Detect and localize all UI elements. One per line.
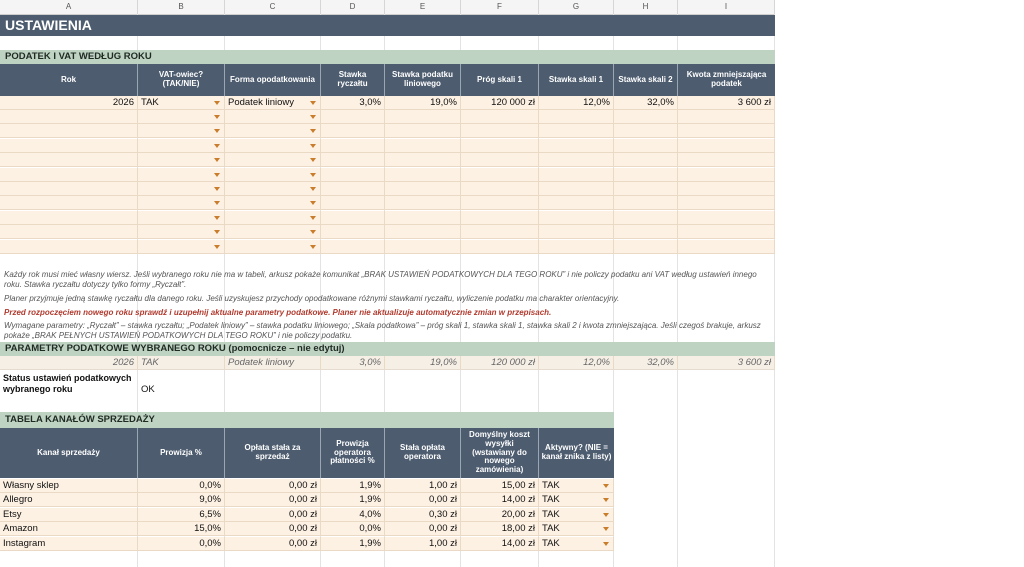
channel-operator-fee[interactable]: 0,30 zł: [385, 508, 461, 522]
column-header-c[interactable]: C: [225, 0, 321, 14]
channel-row: [0, 522, 614, 536]
param-form: Podatek liniowy: [225, 356, 321, 370]
column-header-a[interactable]: A: [0, 0, 138, 14]
tax-empty-cell[interactable]: [0, 211, 138, 225]
channel-name[interactable]: Własny sklep: [0, 479, 138, 493]
channel-shipping[interactable]: 18,00 zł: [461, 522, 539, 536]
tax-empty-cell[interactable]: [461, 124, 539, 138]
channel-commission[interactable]: 0,0%: [138, 479, 225, 493]
tax-empty-cell[interactable]: [321, 211, 385, 225]
channel-payment-commission[interactable]: 4,0%: [321, 508, 385, 522]
dropdown-arrow-icon[interactable]: [310, 230, 316, 234]
dropdown-arrow-icon[interactable]: [214, 245, 220, 249]
tax-empty-cell[interactable]: [138, 124, 225, 138]
dropdown-arrow-icon[interactable]: [310, 101, 316, 105]
tax-empty-cell[interactable]: [539, 124, 614, 138]
tax-empty-cell[interactable]: [461, 196, 539, 210]
dropdown-arrow-icon[interactable]: [214, 129, 220, 133]
channel-payment-commission[interactable]: 1,9%: [321, 493, 385, 507]
tax-table-empty-row: [0, 225, 775, 239]
tax-empty-cell[interactable]: [225, 211, 321, 225]
dropdown-arrow-icon[interactable]: [603, 513, 609, 517]
tax-empty-cell[interactable]: [539, 110, 614, 124]
channel-fixed-fee[interactable]: 0,00 zł: [225, 493, 321, 507]
tax-table-empty-row: [0, 211, 775, 225]
tax-scale-rate-1-cell[interactable]: 12,0%: [539, 96, 614, 110]
tax-empty-cell[interactable]: [385, 153, 461, 167]
tax-empty-cell[interactable]: [0, 182, 138, 196]
dropdown-arrow-icon[interactable]: [310, 129, 316, 133]
channel-header-active: Aktywny? (NIE = kanał znika z listy): [541, 443, 612, 461]
tax-empty-cell[interactable]: [0, 168, 138, 182]
tax-table-empty-row: [0, 196, 775, 210]
tax-table-empty-row: [0, 110, 775, 124]
tax-empty-cell[interactable]: [385, 211, 461, 225]
channel-commission[interactable]: 15,0%: [138, 522, 225, 536]
tax-empty-cell[interactable]: [678, 240, 775, 254]
tax-header-year: Rok: [0, 64, 138, 96]
channel-header-fixed-fee: Opłata stała za sprzedaż: [225, 428, 321, 478]
tax-empty-cell[interactable]: [539, 168, 614, 182]
tax-table-empty-row: [0, 153, 775, 167]
tax-empty-cell[interactable]: [225, 225, 321, 239]
tax-empty-cell[interactable]: [138, 139, 225, 153]
tax-empty-cell[interactable]: [614, 168, 678, 182]
tax-empty-cell[interactable]: [678, 196, 775, 210]
column-header-b[interactable]: B: [138, 0, 225, 14]
tax-table-empty-row: [0, 182, 775, 196]
dropdown-arrow-icon[interactable]: [214, 187, 220, 191]
channel-commission[interactable]: 9,0%: [138, 493, 225, 507]
tax-empty-cell[interactable]: [0, 110, 138, 124]
tax-empty-cell[interactable]: [461, 211, 539, 225]
tax-empty-cell[interactable]: [385, 196, 461, 210]
channel-commission[interactable]: 0,0%: [138, 537, 225, 551]
tax-empty-cell[interactable]: [678, 225, 775, 239]
sheet-title: USTAWIENIA: [0, 15, 775, 36]
tax-empty-cell[interactable]: [138, 240, 225, 254]
params-section-title: PARAMETRY PODATKOWE WYBRANEGO ROKU (pomocnicze – nie edytuj): [0, 342, 775, 356]
tax-empty-cell[interactable]: [539, 211, 614, 225]
status-value: OK: [141, 384, 155, 395]
channel-header-name: Kanał sprzedaży: [0, 428, 138, 478]
tax-empty-cell[interactable]: [614, 139, 678, 153]
dropdown-arrow-icon[interactable]: [310, 115, 316, 119]
dropdown-arrow-icon[interactable]: [310, 216, 316, 220]
tax-empty-cell[interactable]: [461, 110, 539, 124]
channel-commission[interactable]: 6,5%: [138, 508, 225, 522]
tax-vat-select[interactable]: TAK: [138, 96, 225, 110]
tax-empty-cell[interactable]: [0, 240, 138, 254]
channel-active-select[interactable]: TAK: [539, 537, 614, 551]
tax-empty-cell[interactable]: [385, 124, 461, 138]
tax-empty-cell[interactable]: [461, 225, 539, 239]
channel-shipping[interactable]: 15,00 zł: [461, 479, 539, 493]
dropdown-arrow-icon[interactable]: [310, 144, 316, 148]
status-label: Status ustawień podatkowych wybranego roku: [3, 373, 132, 394]
channels-section-title: TABELA KANAŁÓW SPRZEDAŻY: [0, 412, 614, 428]
tax-header-scale-rate-1: Stawka skali 1: [539, 64, 614, 96]
dropdown-arrow-icon[interactable]: [214, 144, 220, 148]
tax-year-cell[interactable]: 2026: [0, 96, 138, 110]
tax-empty-cell[interactable]: [321, 139, 385, 153]
dropdown-arrow-icon[interactable]: [214, 216, 220, 220]
dropdown-arrow-icon[interactable]: [310, 245, 316, 249]
tax-empty-cell[interactable]: [321, 182, 385, 196]
tax-empty-cell[interactable]: [385, 182, 461, 196]
note-year-rows: Każdy rok musi mieć własny wiersz. Jeśli wybranego roku nie ma w tabeli, arkusz pokaże komunikat „BRAK USTAWIEŃ PODATKOWYCH DLA TEGO ROKU” i nie policzy podatku ani VAT według ustawień innego roku. Stawka ryczałtu dotyczy tylko formy „Ryczałt”.: [4, 270, 757, 289]
tax-empty-cell[interactable]: [678, 182, 775, 196]
tax-empty-cell[interactable]: [614, 225, 678, 239]
channel-shipping[interactable]: 20,00 zł: [461, 508, 539, 522]
dropdown-arrow-icon[interactable]: [603, 527, 609, 531]
tax-header-flat-rate: Stawka ryczałtu: [321, 64, 385, 96]
channel-row: [0, 493, 614, 507]
channel-active-select[interactable]: TAK: [539, 479, 614, 493]
column-header-f[interactable]: F: [461, 0, 539, 14]
tax-table-empty-row: [0, 240, 775, 254]
dropdown-arrow-icon[interactable]: [310, 201, 316, 205]
tax-header-linear-rate: Stawka podatku liniowego: [385, 64, 461, 96]
tax-empty-cell[interactable]: [0, 124, 138, 138]
tax-header-vat: VAT-owiec? (TAK/NIE): [138, 64, 225, 96]
tax-empty-cell[interactable]: [321, 110, 385, 124]
tax-empty-cell[interactable]: [385, 110, 461, 124]
tax-empty-cell[interactable]: [225, 196, 321, 210]
tax-empty-cell[interactable]: [0, 153, 138, 167]
warning-new-year: Przed rozpoczęciem nowego roku sprawdź i uzupełnij aktualne parametry podatkowe. Planer nie aktualizuje automatycznie zmian w przepisach.: [4, 308, 552, 317]
channels-table-header: [0, 428, 614, 478]
channel-active-select[interactable]: TAK: [539, 493, 614, 507]
note-flat-rate: Planer przyjmuje jedną stawkę ryczałtu dla danego roku. Jeśli uzyskujesz przychody opodatkowane różnymi stawkami ryczałtu, wyliczenie podatku ma charakter orientacyjny.: [4, 294, 620, 303]
channel-operator-fee[interactable]: 1,00 zł: [385, 537, 461, 551]
column-header-d[interactable]: D: [321, 0, 385, 14]
tax-empty-cell[interactable]: [461, 153, 539, 167]
tax-empty-cell[interactable]: [614, 153, 678, 167]
tax-empty-cell[interactable]: [385, 240, 461, 254]
tax-empty-cell[interactable]: [225, 153, 321, 167]
tax-header-form: Forma opodatkowania: [225, 64, 321, 96]
channel-payment-commission[interactable]: 1,9%: [321, 479, 385, 493]
note-required-params: Wymagane parametry: „Ryczałt” – stawka ryczałtu; „Podatek liniowy” – stawka podatku liniowego; „Skala podatkowa” – próg skali 1, stawka skali 1, stawka skali 2 i kwota zmniejszająca. Jeśli czegoś brakuje, arkusz pokaże „BRAK PEŁNYCH USTAWIEŃ PODATKOWYCH DLA TEGO ROKU” i nie policzy podatku.: [4, 321, 761, 340]
dropdown-arrow-icon[interactable]: [603, 498, 609, 502]
tax-empty-cell[interactable]: [225, 124, 321, 138]
tax-header-scale-rate-2: Stawka skali 2: [614, 64, 678, 96]
dropdown-arrow-icon[interactable]: [310, 158, 316, 162]
channel-name[interactable]: Allegro: [0, 493, 138, 507]
tax-empty-cell[interactable]: [678, 139, 775, 153]
tax-table-empty-row: [0, 139, 775, 153]
tax-empty-cell[interactable]: [385, 225, 461, 239]
column-header-h[interactable]: H: [614, 0, 678, 14]
param-linear-rate: 19,0%: [385, 356, 461, 370]
tax-empty-cell[interactable]: [678, 124, 775, 138]
channel-name[interactable]: Instagram: [0, 537, 138, 551]
tax-flat-rate-cell[interactable]: 3,0%: [321, 96, 385, 110]
channel-name[interactable]: Etsy: [0, 508, 138, 522]
tax-empty-cell[interactable]: [539, 153, 614, 167]
tax-empty-cell[interactable]: [385, 168, 461, 182]
tax-empty-cell[interactable]: [138, 211, 225, 225]
tax-empty-cell[interactable]: [539, 240, 614, 254]
channel-row: [0, 479, 614, 493]
channel-row: [0, 537, 614, 551]
tax-form-select[interactable]: Podatek liniowy: [225, 96, 321, 110]
dropdown-arrow-icon[interactable]: [214, 158, 220, 162]
channel-fixed-fee[interactable]: 0,00 zł: [225, 522, 321, 536]
channel-operator-fee[interactable]: 0,00 zł: [385, 493, 461, 507]
tax-empty-cell[interactable]: [138, 110, 225, 124]
tax-empty-cell[interactable]: [138, 182, 225, 196]
column-header-bar: [0, 0, 775, 15]
tax-empty-cell[interactable]: [321, 124, 385, 138]
tax-empty-cell[interactable]: [539, 182, 614, 196]
dropdown-arrow-icon[interactable]: [310, 187, 316, 191]
tax-empty-cell[interactable]: [614, 196, 678, 210]
tax-empty-cell[interactable]: [539, 225, 614, 239]
channel-fixed-fee[interactable]: 0,00 zł: [225, 508, 321, 522]
tax-empty-cell[interactable]: [385, 139, 461, 153]
tax-empty-cell[interactable]: [225, 182, 321, 196]
tax-empty-cell[interactable]: [539, 139, 614, 153]
tax-empty-cell[interactable]: [321, 196, 385, 210]
dropdown-arrow-icon[interactable]: [214, 201, 220, 205]
channel-row: [0, 508, 614, 522]
tax-table-empty-row: [0, 124, 775, 138]
channel-shipping[interactable]: 14,00 zł: [461, 537, 539, 551]
param-year: 2026: [0, 356, 138, 370]
channel-active-select[interactable]: TAK: [539, 522, 614, 536]
tax-empty-cell[interactable]: [678, 153, 775, 167]
tax-empty-cell[interactable]: [225, 139, 321, 153]
tax-empty-cell[interactable]: [321, 168, 385, 182]
tax-header-threshold-1: Próg skali 1: [461, 64, 539, 96]
param-reducing-amount: 3 600 zł: [678, 356, 775, 370]
channel-name[interactable]: Amazon: [0, 522, 138, 536]
tax-empty-cell[interactable]: [138, 225, 225, 239]
column-header-e[interactable]: E: [385, 0, 461, 14]
column-header-i[interactable]: I: [678, 0, 775, 14]
column-header-g[interactable]: G: [539, 0, 614, 14]
tax-empty-cell[interactable]: [0, 225, 138, 239]
param-threshold: 120 000 zł: [461, 356, 539, 370]
tax-empty-cell[interactable]: [461, 168, 539, 182]
param-flat-rate: 3,0%: [321, 356, 385, 370]
dropdown-arrow-icon[interactable]: [214, 115, 220, 119]
tax-table-row: [0, 96, 775, 110]
tax-empty-cell[interactable]: [225, 168, 321, 182]
tax-empty-cell[interactable]: [138, 196, 225, 210]
tax-linear-rate-cell[interactable]: 19,0%: [385, 96, 461, 110]
tax-empty-cell[interactable]: [321, 240, 385, 254]
channel-fixed-fee[interactable]: 0,00 zł: [225, 479, 321, 493]
dropdown-arrow-icon[interactable]: [310, 173, 316, 177]
tax-empty-cell[interactable]: [138, 168, 225, 182]
channel-operator-fee[interactable]: 1,00 zł: [385, 479, 461, 493]
tax-empty-cell[interactable]: [614, 211, 678, 225]
tax-empty-cell[interactable]: [678, 110, 775, 124]
tax-table-empty-row: [0, 168, 775, 182]
tax-empty-cell[interactable]: [678, 211, 775, 225]
dropdown-arrow-icon[interactable]: [603, 484, 609, 488]
tax-empty-cell[interactable]: [138, 153, 225, 167]
tax-empty-cell[interactable]: [614, 240, 678, 254]
dropdown-arrow-icon[interactable]: [214, 230, 220, 234]
tax-empty-cell[interactable]: [321, 225, 385, 239]
tax-reducing-amount-cell[interactable]: 3 600 zł: [678, 96, 775, 110]
tax-empty-cell[interactable]: [225, 240, 321, 254]
tax-empty-cell[interactable]: [614, 110, 678, 124]
channel-active-select[interactable]: TAK: [539, 508, 614, 522]
param-scale-rate-1: 12,0%: [539, 356, 614, 370]
tax-scale-rate-2-cell[interactable]: 32,0%: [614, 96, 678, 110]
dropdown-arrow-icon[interactable]: [603, 542, 609, 546]
channel-header-payment-commission: Prowizja operatora płatności %: [321, 428, 385, 478]
tax-empty-cell[interactable]: [225, 110, 321, 124]
param-scale-rate-2: 32,0%: [614, 356, 678, 370]
channel-payment-commission[interactable]: 0,0%: [321, 522, 385, 536]
tax-empty-cell[interactable]: [614, 124, 678, 138]
tax-table-header: [0, 64, 775, 96]
tax-empty-cell[interactable]: [321, 153, 385, 167]
tax-empty-cell[interactable]: [0, 196, 138, 210]
tax-section-title: PODATEK I VAT WEDŁUG ROKU: [0, 50, 775, 64]
tax-empty-cell[interactable]: [0, 139, 138, 153]
param-vat: TAK: [138, 356, 225, 370]
channel-shipping[interactable]: 14,00 zł: [461, 493, 539, 507]
tax-empty-cell[interactable]: [678, 168, 775, 182]
dropdown-arrow-icon[interactable]: [214, 101, 220, 105]
tax-header-reducing-amount: Kwota zmniejszająca podatek: [686, 70, 767, 88]
channel-header-operator-fee: Stała opłata operatora: [385, 428, 461, 478]
channel-payment-commission[interactable]: 1,9%: [321, 537, 385, 551]
dropdown-arrow-icon[interactable]: [214, 173, 220, 177]
channel-header-shipping: Domyślny koszt wysyłki (wstawiany do nowego zamówienia): [461, 428, 539, 478]
channel-operator-fee[interactable]: 0,00 zł: [385, 522, 461, 536]
tax-threshold-cell[interactable]: 120 000 zł: [461, 96, 539, 110]
params-row: [0, 356, 775, 370]
tax-empty-cell[interactable]: [461, 240, 539, 254]
channel-header-commission: Prowizja %: [138, 428, 225, 478]
tax-empty-cell[interactable]: [539, 196, 614, 210]
channel-fixed-fee[interactable]: 0,00 zł: [225, 537, 321, 551]
tax-empty-cell[interactable]: [461, 139, 539, 153]
tax-empty-cell[interactable]: [614, 182, 678, 196]
tax-empty-cell[interactable]: [461, 182, 539, 196]
